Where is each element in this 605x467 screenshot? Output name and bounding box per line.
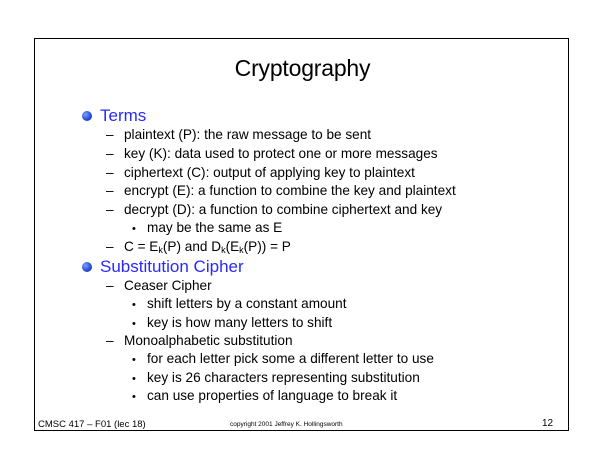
sub-bullet-icon: • bbox=[132, 391, 136, 403]
formula: $C = E_k(P)$ and $D_k(E_k(P)) = P$ bbox=[124, 239, 291, 255]
mono-item-key: key is 26 characters representing substitution bbox=[147, 370, 420, 385]
sub-bullet-icon: • bbox=[132, 318, 136, 330]
caesar-item-shift: shift letters by a constant amount bbox=[147, 296, 347, 311]
section-heading-terms: Terms bbox=[100, 106, 147, 125]
dash-icon: – bbox=[106, 183, 114, 198]
term-key: key (K): data used to protect one or more messages bbox=[124, 146, 438, 161]
footer-course: CMSC 417 – F01 (lec 18) bbox=[38, 419, 146, 430]
slide-title: Cryptography bbox=[234, 55, 371, 81]
term-decrypt-note: may be the same as E bbox=[147, 220, 283, 235]
dash-icon: – bbox=[106, 127, 114, 142]
dash-icon: – bbox=[106, 239, 114, 254]
mono-substitution: Monoalphabetic substitution bbox=[124, 333, 293, 348]
sub-bullet-icon: • bbox=[132, 299, 136, 311]
dash-icon: – bbox=[106, 146, 114, 161]
footer-copyright: copyright 2001 Jeffrey K. Hollingsworth bbox=[230, 421, 343, 428]
caesar-cipher: Ceaser Cipher bbox=[124, 278, 212, 293]
sub-bullet-icon: • bbox=[132, 223, 136, 235]
section-heading-substitution: Substitution Cipher bbox=[100, 257, 244, 276]
mono-item-pick: for each letter pick some a different letter to use bbox=[147, 351, 434, 366]
caesar-item-key: key is how many letters to shift bbox=[147, 315, 333, 330]
sub-bullet-icon: • bbox=[132, 354, 136, 366]
mono-item-language: can use properties of language to break it bbox=[147, 388, 398, 403]
dash-icon: – bbox=[106, 165, 114, 180]
term-decrypt: decrypt (D): a function to combine ciphertext and key bbox=[124, 202, 443, 217]
dash-icon: – bbox=[106, 333, 114, 348]
term-plaintext: plaintext (P): the raw message to be sent bbox=[124, 127, 372, 142]
page-number: 12 bbox=[542, 418, 554, 429]
bullet-icon bbox=[82, 262, 92, 272]
term-ciphertext: ciphertext (C): output of applying key to plaintext bbox=[124, 165, 415, 180]
sub-bullet-icon: • bbox=[132, 373, 136, 385]
bullet-icon bbox=[82, 111, 92, 121]
dash-icon: – bbox=[106, 202, 114, 217]
dash-icon: – bbox=[106, 278, 114, 293]
term-encrypt: encrypt (E): a function to combine the key and plaintext bbox=[124, 183, 456, 198]
